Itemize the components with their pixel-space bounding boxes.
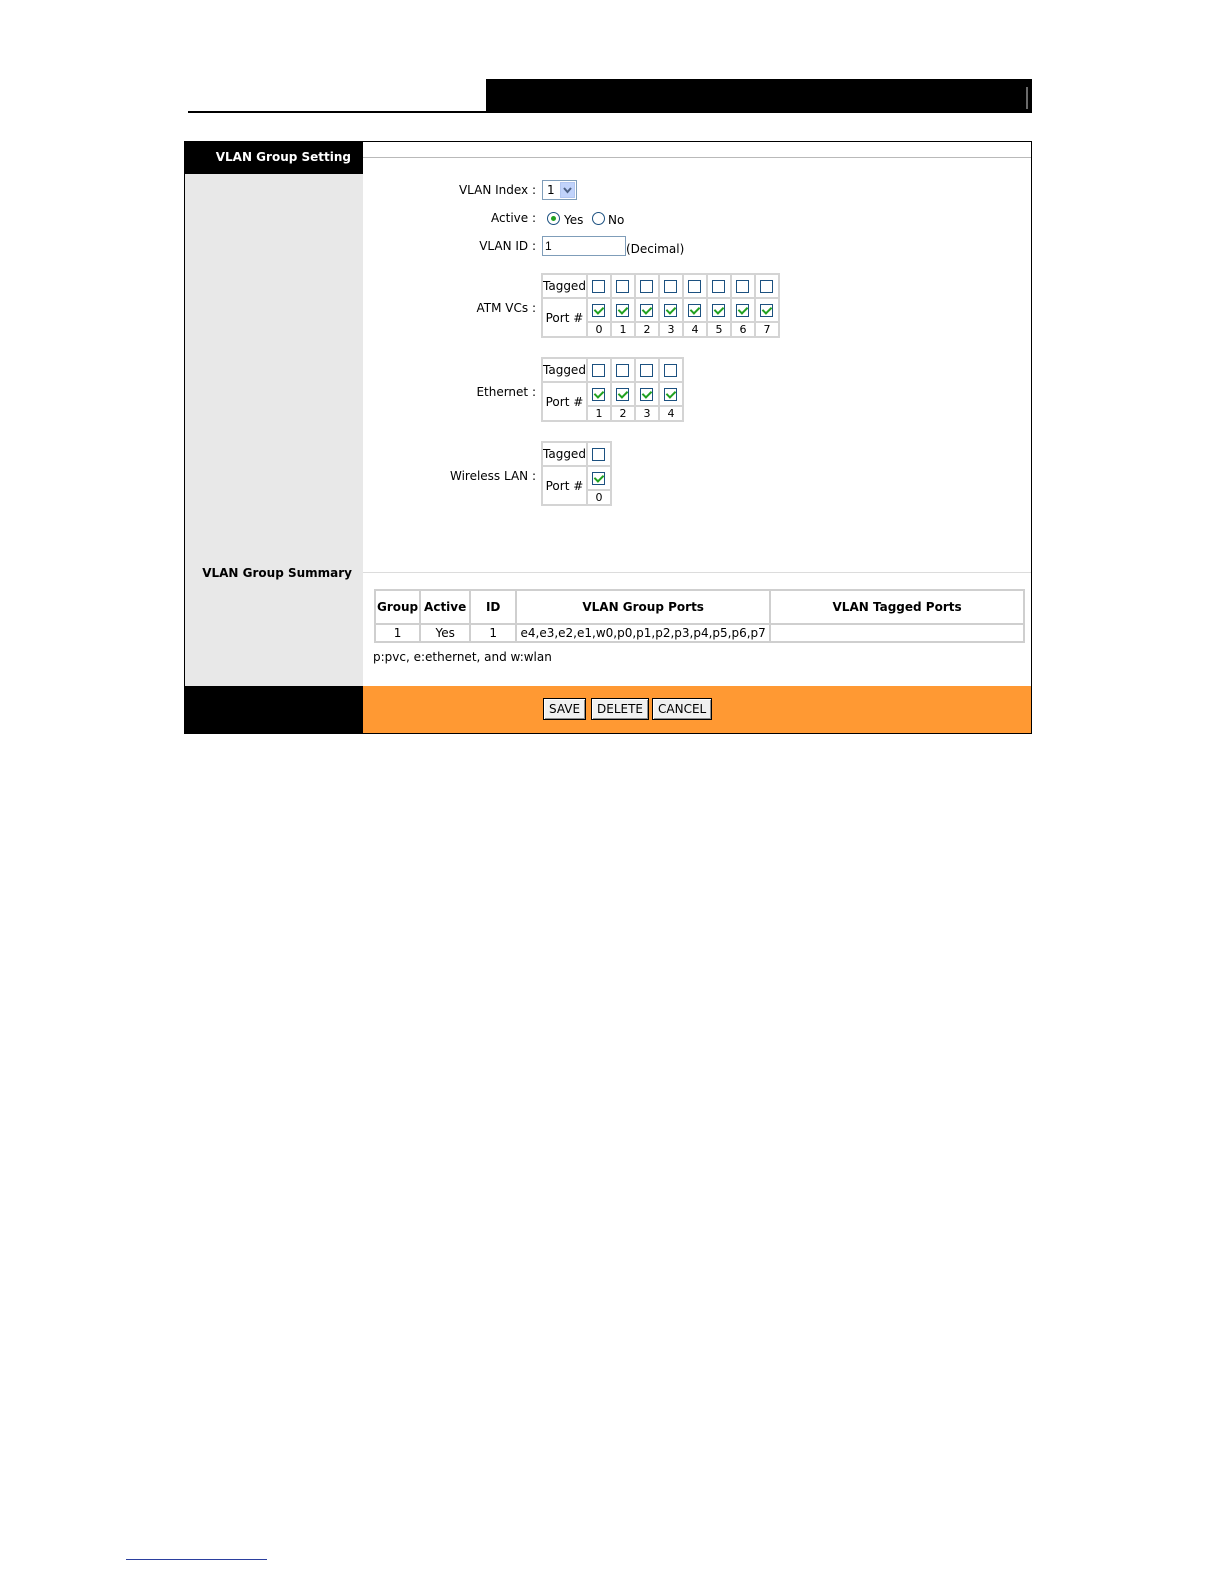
tagged-checkbox-7[interactable]	[760, 280, 773, 293]
member-row	[543, 299, 778, 321]
tagged-checkbox-2[interactable]	[616, 364, 629, 377]
tagged-cell	[660, 275, 682, 297]
tagged-cell	[636, 359, 658, 381]
col-active-header: Active	[421, 591, 469, 623]
port-checkbox-0[interactable]	[592, 472, 605, 485]
member-cell	[732, 299, 754, 321]
active-yes-label: Yes	[564, 213, 584, 227]
port-checkbox-2[interactable]	[616, 388, 629, 401]
left-sidebar	[185, 174, 363, 686]
member-cell	[636, 383, 658, 405]
port-label: Port #	[543, 467, 586, 504]
port-legend-note: p:pvc, e:ethernet, and w:wlan	[373, 650, 552, 664]
tagged-cell	[684, 275, 706, 297]
tagged-cell	[588, 359, 610, 381]
header-bar-tick	[1026, 87, 1028, 109]
port-checkbox-3[interactable]	[664, 304, 677, 317]
cell-id: 1	[471, 625, 515, 641]
chevron-down-icon[interactable]	[560, 182, 575, 198]
ethernet-ports-table	[541, 357, 684, 422]
tagged-cell	[636, 275, 658, 297]
tagged-checkbox-4[interactable]	[688, 280, 701, 293]
cancel-button[interactable]: CANCEL	[652, 698, 712, 720]
tagged-cell	[588, 275, 610, 297]
member-cell	[708, 299, 730, 321]
member-cell	[660, 299, 682, 321]
port-checkbox-1[interactable]	[592, 388, 605, 401]
tagged-checkbox-5[interactable]	[712, 280, 725, 293]
member-cell	[612, 299, 634, 321]
col-tagged-ports-header: VLAN Tagged Ports	[771, 591, 1023, 623]
tagged-label: Tagged	[543, 359, 586, 381]
vlan-id-label: VLAN ID :	[479, 239, 536, 253]
col-group-header: Group	[376, 591, 419, 623]
section-title-setting: VLAN Group Setting	[215, 150, 351, 164]
tagged-cell	[612, 275, 634, 297]
cell-active: Yes	[421, 625, 469, 641]
vlan-index-label: VLAN Index :	[458, 183, 536, 197]
active-no-radio[interactable]	[592, 212, 605, 225]
port-label: Port #	[543, 299, 586, 336]
tagged-cell	[708, 275, 730, 297]
tagged-label: Tagged	[543, 443, 586, 465]
member-cell	[636, 299, 658, 321]
member-cell	[588, 467, 610, 489]
port-number: 6	[732, 323, 754, 336]
table-row	[376, 625, 1023, 641]
member-row	[543, 467, 610, 489]
tagged-row	[543, 359, 682, 381]
cell-group-ports: e4,e3,e2,e1,w0,p0,p1,p2,p3,p4,p5,p6,p7	[517, 625, 769, 641]
port-number: 0	[588, 323, 610, 336]
radio-selected-dot	[551, 216, 556, 221]
tagged-cell	[732, 275, 754, 297]
tagged-row	[543, 443, 610, 465]
document-footer-rule	[126, 1559, 267, 1560]
tagged-checkbox-6[interactable]	[736, 280, 749, 293]
section-header	[185, 142, 363, 174]
port-checkbox-0[interactable]	[592, 304, 605, 317]
member-cell	[588, 299, 610, 321]
tagged-checkbox-3[interactable]	[640, 364, 653, 377]
port-checkbox-3[interactable]	[640, 388, 653, 401]
port-checkbox-4[interactable]	[688, 304, 701, 317]
tagged-cell	[588, 443, 610, 465]
port-number: 5	[708, 323, 730, 336]
port-checkbox-2[interactable]	[640, 304, 653, 317]
port-number: 1	[612, 323, 634, 336]
member-cell	[660, 383, 682, 405]
port-number: 0	[588, 491, 610, 504]
member-cell	[612, 383, 634, 405]
vlan-group-panel	[184, 141, 1032, 734]
cell-group: 1	[376, 625, 419, 641]
cell-tagged-ports	[771, 625, 1023, 641]
col-id-header: ID	[471, 591, 515, 623]
save-button[interactable]: SAVE	[543, 698, 586, 720]
port-number: 1	[588, 407, 610, 420]
document-header-rule	[188, 111, 488, 113]
tagged-checkbox-0[interactable]	[592, 280, 605, 293]
port-number: 3	[636, 407, 658, 420]
vlan-index-value: 1	[547, 183, 555, 197]
member-row	[543, 383, 682, 405]
active-no-label: No	[608, 213, 625, 227]
vlan-index-select[interactable]	[542, 180, 577, 200]
vlan-id-unit: (Decimal)	[626, 242, 685, 256]
member-cell	[756, 299, 778, 321]
wireless-lan-label: Wireless LAN :	[449, 469, 536, 483]
port-label: Port #	[543, 383, 586, 420]
tagged-checkbox-1[interactable]	[616, 280, 629, 293]
summary-header-row	[376, 591, 1023, 623]
atm-vcs-ports-table	[541, 273, 780, 338]
tagged-checkbox-3[interactable]	[664, 280, 677, 293]
footer-left	[185, 686, 363, 733]
tagged-checkbox-0[interactable]	[592, 448, 605, 461]
tagged-checkbox-2[interactable]	[640, 280, 653, 293]
port-number: 2	[636, 323, 658, 336]
header-rule	[363, 157, 1031, 158]
tagged-row	[543, 275, 778, 297]
port-number: 4	[660, 407, 682, 420]
atm-vcs-label: ATM VCs :	[476, 301, 536, 315]
wireless-lan-ports-table	[541, 441, 612, 506]
delete-button[interactable]: DELETE	[591, 698, 649, 720]
port-checkbox-5[interactable]	[712, 304, 725, 317]
port-number: 7	[756, 323, 778, 336]
tagged-cell	[756, 275, 778, 297]
port-checkbox-7[interactable]	[760, 304, 773, 317]
member-cell	[684, 299, 706, 321]
tagged-cell	[660, 359, 682, 381]
member-cell	[588, 383, 610, 405]
tagged-cell	[612, 359, 634, 381]
tagged-checkbox-1[interactable]	[592, 364, 605, 377]
port-checkbox-4[interactable]	[664, 388, 677, 401]
tagged-checkbox-4[interactable]	[664, 364, 677, 377]
ethernet-label: Ethernet :	[476, 385, 536, 399]
active-yes-radio[interactable]	[547, 212, 560, 225]
port-checkbox-1[interactable]	[616, 304, 629, 317]
section-title-summary: VLAN Group Summary	[202, 566, 352, 580]
document-header-bar	[486, 79, 1032, 113]
section-divider	[363, 572, 1031, 573]
vlan-summary-table	[374, 589, 1025, 643]
active-label: Active :	[491, 211, 536, 225]
vlan-id-input[interactable]	[542, 236, 626, 256]
port-number: 4	[684, 323, 706, 336]
port-number: 2	[612, 407, 634, 420]
port-checkbox-6[interactable]	[736, 304, 749, 317]
port-number: 3	[660, 323, 682, 336]
col-group-ports-header: VLAN Group Ports	[517, 591, 769, 623]
tagged-label: Tagged	[543, 275, 586, 297]
